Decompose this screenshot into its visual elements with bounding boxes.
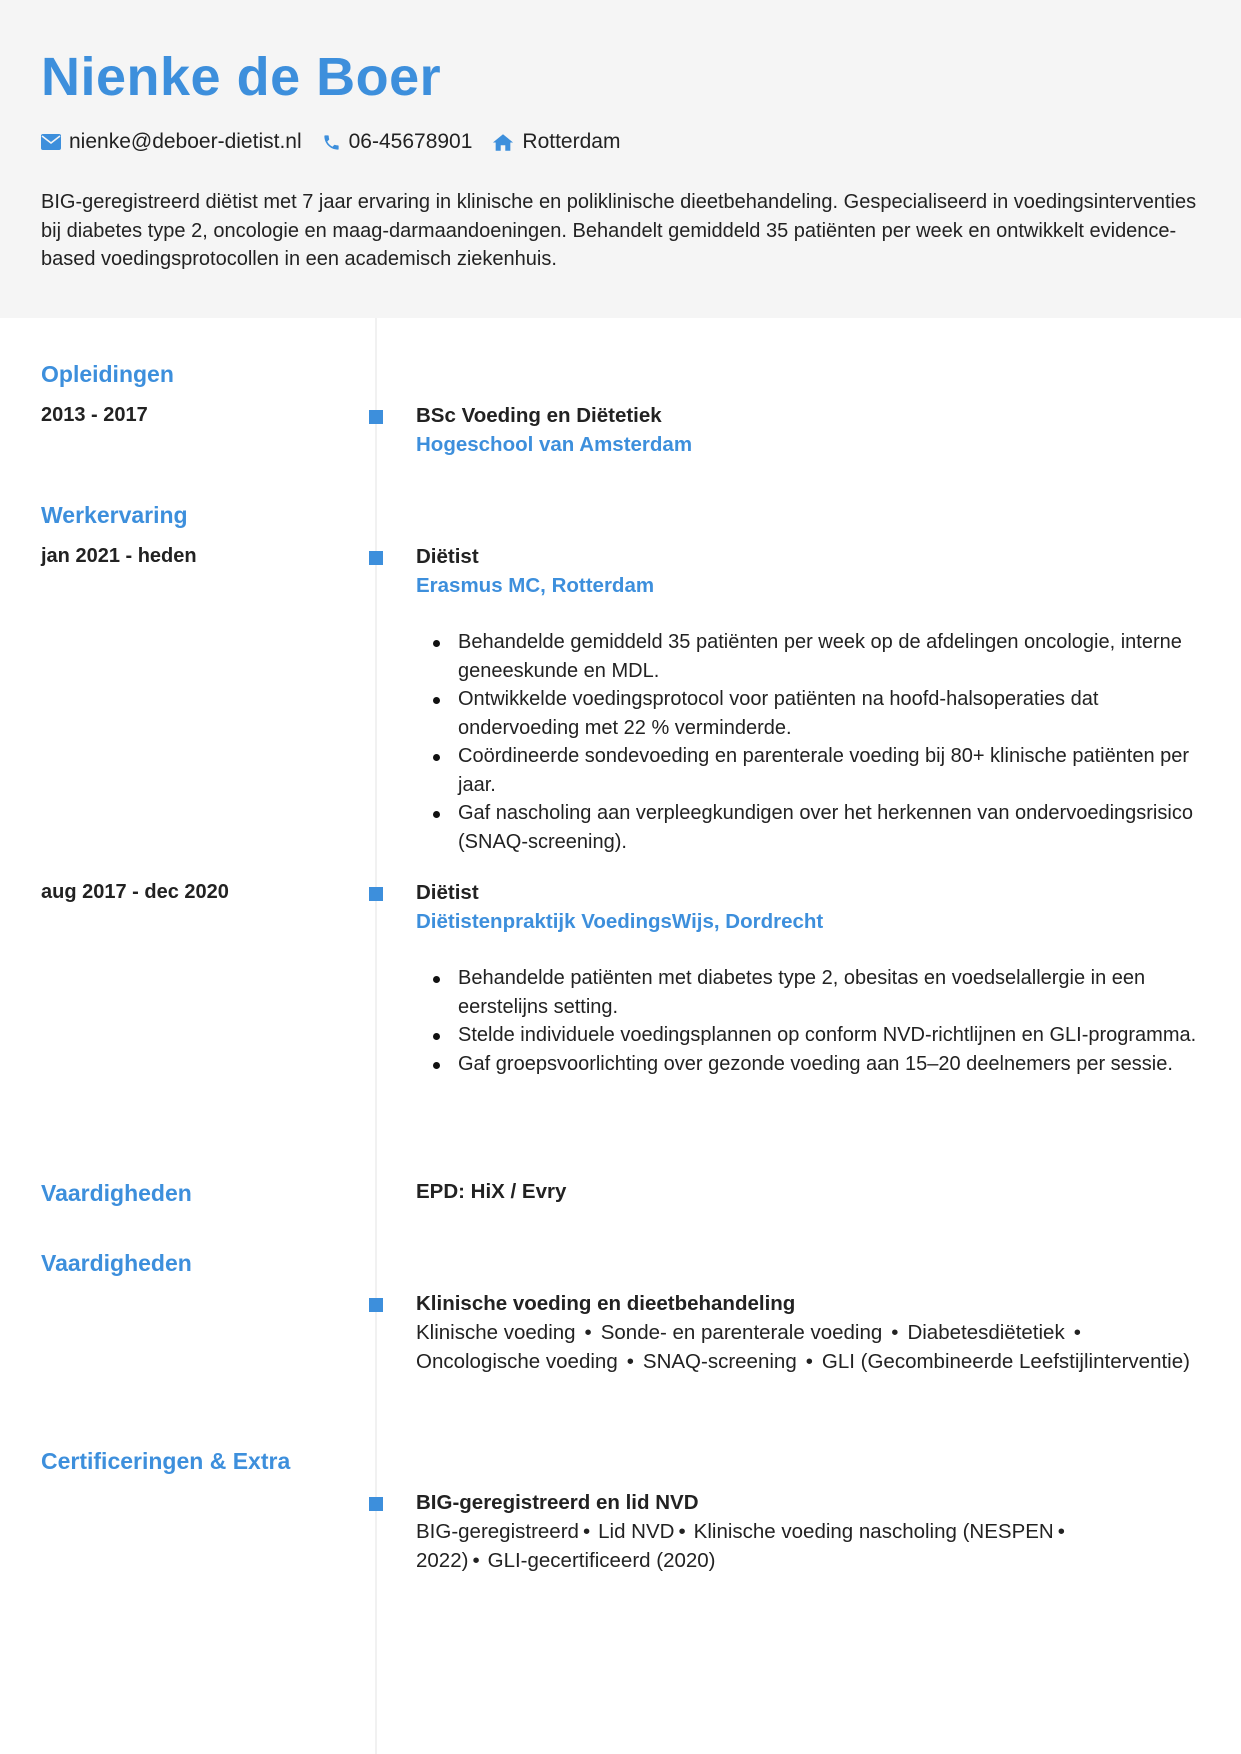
separator: •	[584, 1321, 592, 1344]
list-item: Behandelde patiënten met diabetes type 2, obesitas en voedselallergie in een eerstelijns setting.	[458, 964, 1206, 1021]
timeline-marker	[369, 1497, 383, 1511]
separator: •	[678, 1520, 686, 1543]
candidate-name: Nienke de Boer	[41, 47, 442, 107]
separator: •	[582, 1520, 591, 1543]
timeline-marker	[369, 410, 383, 424]
certifications-group-title: BIG-geregistreerd en lid NVD	[416, 1491, 699, 1514]
cert-item: Lid NVD	[598, 1520, 675, 1543]
section-title-skills: Vaardigheden	[41, 1250, 192, 1276]
separator: •	[805, 1350, 813, 1373]
school-name: Hogeschool van Amsterdam	[416, 433, 693, 456]
job-employer: Erasmus MC, Rotterdam	[416, 574, 655, 597]
section-title-education: Opleidingen	[41, 361, 174, 387]
skill-item: Sonde- en parenterale voeding	[600, 1321, 883, 1344]
section-title-experience: Werkervaring	[41, 502, 188, 528]
cert-item: GLI-gecertificeerd (2020)	[487, 1549, 716, 1572]
job-role: Diëtist	[416, 881, 479, 904]
phone-text: 06-45678901	[348, 130, 473, 153]
location-text: Rotterdam	[522, 130, 621, 153]
home-icon	[492, 133, 514, 152]
job-role: Diëtist	[416, 545, 479, 568]
separator: •	[626, 1350, 634, 1373]
education-entry	[416, 401, 1206, 459]
education-dates: 2013 - 2017	[41, 404, 148, 426]
contact-email	[41, 130, 302, 154]
skill-item: Diabetesdiëtetiek	[907, 1321, 1065, 1344]
contact-phone	[322, 130, 473, 154]
skill-item: SNAQ-screening	[642, 1350, 797, 1373]
job-entry	[416, 542, 1206, 856]
skills-entry	[416, 1177, 1206, 1206]
job-bullets	[416, 628, 1206, 856]
timeline-marker	[369, 887, 383, 901]
cert-item: 2022)	[416, 1549, 469, 1572]
job-entry	[416, 878, 1206, 1078]
profile-summary: BIG-geregistreerd diëtist met 7 jaar ervaring in klinische en poliklinische dieetbehandeling. Gespecialiseerd in voedingsinterventies bij diabetes type 2, oncologie en maag-darmaandoeningen. Behandelt gemiddeld 35 patiënten per week en ontwikkelt evidence-based voedingsprotocollen in een academisch ziekenhuis.	[41, 191, 1197, 270]
separator: •	[1057, 1520, 1065, 1543]
skill-item: Oncologische voeding	[416, 1350, 618, 1373]
skills-list	[416, 1318, 1206, 1376]
job-dates: aug 2017 - dec 2020	[41, 881, 229, 903]
list-item: Ontwikkelde voedingsprotocol voor patiënten na hoofd-halsoperaties dat ondervoeding met 22 % verminderde.	[458, 685, 1206, 742]
contact-info	[41, 127, 640, 157]
skill-item: Klinische voeding	[416, 1321, 576, 1344]
skill-item: GLI (Gecombineerde Leefstijlinterventie)	[821, 1350, 1190, 1373]
skills-group	[416, 1289, 1206, 1376]
email-text: nienke@deboer-dietist.nl	[69, 130, 302, 153]
job-employer: Diëtistenpraktijk VoedingsWijs, Dordrecht	[416, 910, 824, 933]
separator: •	[891, 1321, 899, 1344]
contact-location	[492, 130, 620, 154]
timeline-divider	[375, 318, 377, 1754]
job-dates: jan 2021 - heden	[41, 545, 197, 567]
skills-group-title: Klinische voeding en dieetbehandeling	[416, 1292, 796, 1315]
list-item: Stelde individuele voedingsplannen op conform NVD-richtlijnen en GLI-programma.	[458, 1021, 1206, 1050]
timeline-marker	[369, 1298, 383, 1312]
degree-title: BSc Voeding en Diëtetiek	[416, 404, 662, 427]
certifications-group	[416, 1488, 1206, 1575]
phone-icon	[322, 133, 341, 152]
job-bullets	[416, 964, 1206, 1078]
cert-item: BIG-geregistreerd	[416, 1520, 579, 1543]
list-item: Gaf groepsvoorlichting over gezonde voeding aan 15–20 deelnemers per sessie.	[458, 1050, 1206, 1079]
envelope-icon	[41, 134, 61, 150]
list-item: Gaf nascholing aan verpleegkundigen over het herkennen van ondervoedingsrisico (SNAQ-screening).	[458, 799, 1206, 856]
header	[0, 0, 1241, 318]
certifications-list	[416, 1517, 1206, 1575]
section-title-certifications: Certificeringen & Extra	[41, 1448, 291, 1474]
separator: •	[472, 1549, 480, 1572]
list-item: Coördineerde sondevoeding en parenterale voeding bij 80+ klinische patiënten per jaar.	[458, 742, 1206, 799]
timeline-marker	[369, 551, 383, 565]
cert-item: Klinische voeding nascholing (NESPEN	[693, 1520, 1054, 1543]
list-item: Behandelde gemiddeld 35 patiënten per week op de afdelingen oncologie, interne geneeskunde en MDL.	[458, 628, 1206, 685]
section-title-skills: Vaardigheden	[41, 1180, 192, 1206]
separator: •	[1073, 1321, 1081, 1344]
skills-text: EPD: HiX / Evry	[416, 1180, 567, 1203]
